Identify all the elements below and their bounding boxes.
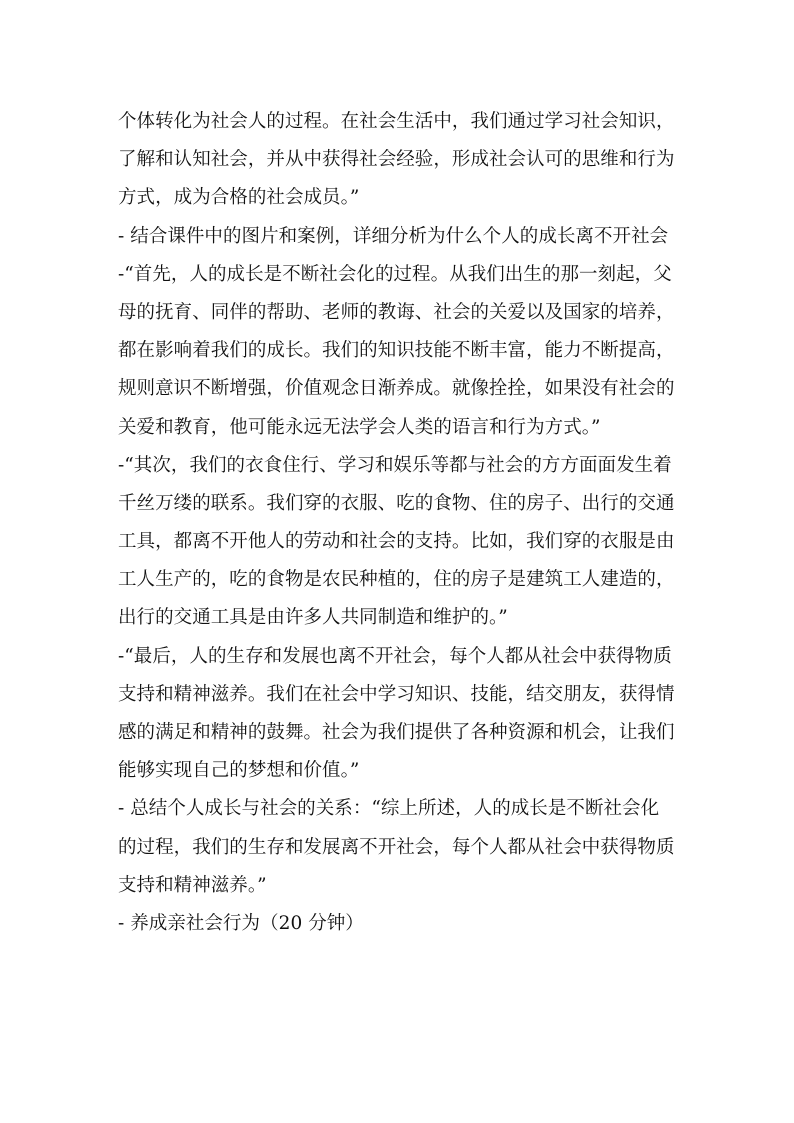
text-line: 规则意识不断增强，价值观念日渐养成。就像拴拴，如果没有社会的 <box>118 378 675 400</box>
text-line: -“最后，人的生存和发展也离不开社会，每个人都从社会中获得物质 <box>118 645 672 667</box>
text-line: 的过程，我们的生存和发展离不开社会，每个人都从社会中获得物质 <box>118 836 675 858</box>
text-line: 支持和精神滋养。” <box>118 874 267 896</box>
text-line: - 总结个人成长与社会的关系：“综上所述，人的成长是不断社会化 <box>118 798 660 820</box>
text-line: 个体转化为社会人的过程。在社会生活中，我们通过学习社会知识， <box>118 111 675 132</box>
text-line: 支持和精神滋养。我们在社会中学习知识、技能，结交朋友，获得情 <box>118 683 675 705</box>
text-line: -“首先，人的成长是不断社会化的过程。从我们出生的那一刻起，父 <box>118 263 672 285</box>
text-line: 了解和认知社会，并从中获得社会经验，形成社会认可的思维和行为 <box>118 149 675 171</box>
text-line: 都在影响着我们的成长。我们的知识技能不断丰富，能力不断提高， <box>118 340 675 362</box>
text-line: 千丝万缕的联系。我们穿的衣服、吃的食物、住的房子、出行的交通 <box>118 492 675 514</box>
text-line: - 结合课件中的图片和案例，详细分析为什么个人的成长离不开社会 <box>118 225 669 247</box>
document-page <box>118 103 688 943</box>
text-line: 关爱和教育，他可能永远无法学会人类的语言和行为方式。” <box>118 416 601 438</box>
text-line: 感的满足和精神的鼓舞。社会为我们提供了各种资源和机会，让我们 <box>118 722 675 743</box>
text-line: 出行的交通工具是由许多人共同制造和维护的。” <box>118 607 508 629</box>
text-line: 方式，成为合格的社会成员。” <box>118 187 360 209</box>
text-line: 工具，都离不开他人的劳动和社会的支持。比如，我们穿的衣服是由 <box>118 531 675 553</box>
text-line: 工人生产的，吃的食物是农民种植的，住的房子是建筑工人建造的， <box>118 569 675 591</box>
text-line: 母的抚育、同伴的帮助、老师的教诲、社会的关爱以及国家的培养， <box>118 301 675 323</box>
text-line: 能够实现自己的梦想和价值。” <box>118 760 360 782</box>
text-line: -“其次，我们的衣食住行、学习和娱乐等都与社会的方方面面发生着 <box>118 454 672 476</box>
text-line: - 养成亲社会行为（20 分钟） <box>118 912 364 934</box>
